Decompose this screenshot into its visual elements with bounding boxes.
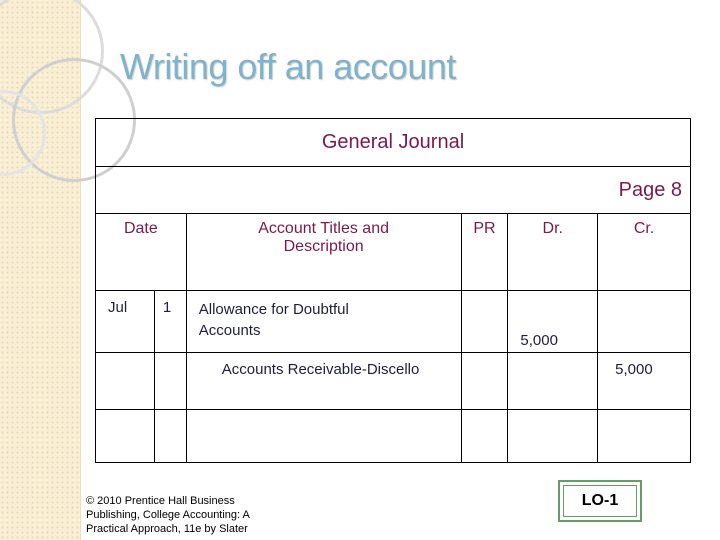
entry-credit-amount: 5,000 xyxy=(598,353,691,410)
entry-day xyxy=(154,410,186,463)
entry-debit-amount xyxy=(508,410,598,463)
entry-debit-amount xyxy=(508,353,598,410)
entry-credit-amount xyxy=(598,291,691,353)
column-header-cr: Cr. xyxy=(598,214,691,291)
entry-pr xyxy=(461,410,508,463)
table-row xyxy=(96,291,691,353)
table-row xyxy=(96,353,691,410)
entry-account-debit: Allowance for Doubtful Accounts xyxy=(186,291,461,353)
entry-month: Jul xyxy=(96,291,155,353)
entry-account xyxy=(186,410,461,463)
slide-title: Writing off an account xyxy=(120,46,456,87)
journal-title: General Journal xyxy=(96,119,691,167)
journal-page-number: Page 8 xyxy=(96,167,691,214)
column-header-account: Account Titles and Description xyxy=(186,214,461,291)
general-journal-table xyxy=(95,118,691,463)
entry-day xyxy=(154,353,186,410)
column-header-row xyxy=(96,214,691,291)
entry-account-credit: Accounts Receivable-Discello xyxy=(186,353,461,410)
entry-credit-amount xyxy=(598,410,691,463)
learning-objective-label: LO-1 xyxy=(581,492,619,509)
entry-day: 1 xyxy=(154,291,186,353)
column-header-date: Date xyxy=(96,214,187,291)
learning-objective-badge xyxy=(558,480,642,522)
entry-pr xyxy=(461,353,508,410)
entry-pr xyxy=(461,291,508,353)
entry-month xyxy=(96,353,155,410)
entry-debit-amount: 5,000 xyxy=(508,291,598,353)
copyright-footer: © 2010 Prentice Hall Business Publishing, College Accounting: A Practical Approach, 11e by Slater xyxy=(86,495,250,535)
table-row xyxy=(96,410,691,463)
badge-inner-border xyxy=(563,485,637,517)
column-header-pr: PR xyxy=(461,214,508,291)
column-header-dr: Dr. xyxy=(508,214,598,291)
entry-month xyxy=(96,410,155,463)
